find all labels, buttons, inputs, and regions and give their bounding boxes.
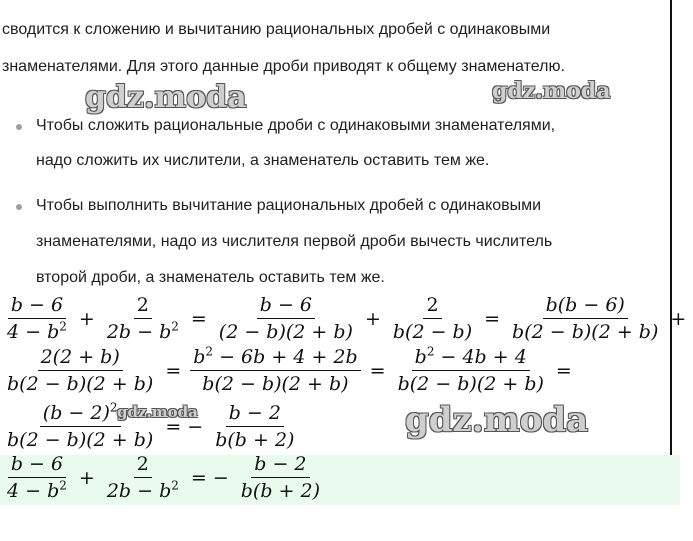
fraction: $\frac{b - 6}{4 - b^2}$	[7, 294, 67, 343]
rule-line: Чтобы выполнить вычитание рациональных дробей с одинаковыми	[36, 197, 542, 214]
answer-equation: $\frac{b - 6}{4 - b^2}$ + $\frac{2}{2b - b^2}$ = − $\frac{b - 2}{b(b + 2)}$	[2, 453, 325, 502]
rule-line: второй дроби, а знаменатель оставить тем же.	[36, 269, 385, 286]
bullet-icon	[16, 204, 22, 210]
rule-line: надо сложить их числители, а знаменатель оставить тем же.	[36, 152, 490, 169]
equation-row-1: $\frac{b - 6}{4 - b^2}$ + $\frac{2}{2b - b^2}$ = $\frac{b - 6}{(2 - b)(2 + b)}$ + $\frac{2}{b(2 - b)}$ = $\frac{b(b - 6)}{b(2 - b)(2 + b)}$ +	[2, 294, 693, 343]
fraction: $\frac{b^2 - 4b + 4}{b(2 - b)(2 + b)}$	[397, 344, 544, 395]
intro-line-2: знаменателями. Для этого данные дроби приводят к общему знаменателю.	[2, 58, 565, 75]
watermark-logo: gdz.moda	[117, 403, 198, 421]
fraction: $\frac{b^2 - 6b + 4 + 2b}{b(2 - b)(2 + b)}$	[190, 346, 360, 395]
fraction: $\frac{b - 2}{b(b + 2)}$	[240, 453, 321, 502]
equation-row-2: $\frac{2(2 + b)}{b(2 - b)(2 + b)}$ = $\frac{b^2 - 6b + 4 + 2b}{b(2 - b)(2 + b)}$ = $\frac{b^2 - 4b + 4}{b(2 - b)(2 + b)}$ =	[2, 346, 579, 395]
fraction: $\frac{b - 2}{b(b + 2)}$	[215, 402, 295, 451]
equation-row-3: $\frac{(b - 2)^2}{b(2 - b)(2 + b)}$ = − $\frac{b - 2}{b(b + 2)}$	[2, 402, 299, 451]
watermark-logo: gdz.moda	[85, 80, 247, 115]
fraction: $\frac{2(2 + b)}{b(2 - b)(2 + b)}$	[7, 346, 154, 395]
fraction: $\frac{2}{b(2 - b)}$	[392, 294, 473, 343]
fraction: $\frac{2}{2b - b^2}$	[106, 453, 179, 502]
bullet-icon	[16, 124, 22, 130]
rule-line: Чтобы сложить рациональные дроби с одинаковыми знаменателями,	[36, 117, 556, 134]
right-border	[670, 0, 672, 455]
fraction: $\frac{b - 6}{4 - b^2}$	[7, 453, 67, 502]
watermark-logo: gdz.moda	[492, 78, 611, 104]
fraction: $\frac{b(b - 6)}{b(2 - b)(2 + b)}$	[512, 294, 659, 343]
rule-line: знаменателями, надо из числителя первой дроби вычесть числитель	[36, 233, 553, 250]
fraction: $\frac{2}{2b - b^2}$	[106, 294, 179, 343]
intro-line-1: сводится к сложению и вычитанию рациональных дробей с одинаковыми	[2, 21, 551, 38]
watermark-logo: gdz.moda	[405, 400, 589, 440]
fraction: $\frac{b - 6}{(2 - b)(2 + b)}$	[218, 294, 353, 343]
fraction: $\frac{(b - 2)^2}{b(2 - b)(2 + b)}$	[7, 400, 154, 451]
